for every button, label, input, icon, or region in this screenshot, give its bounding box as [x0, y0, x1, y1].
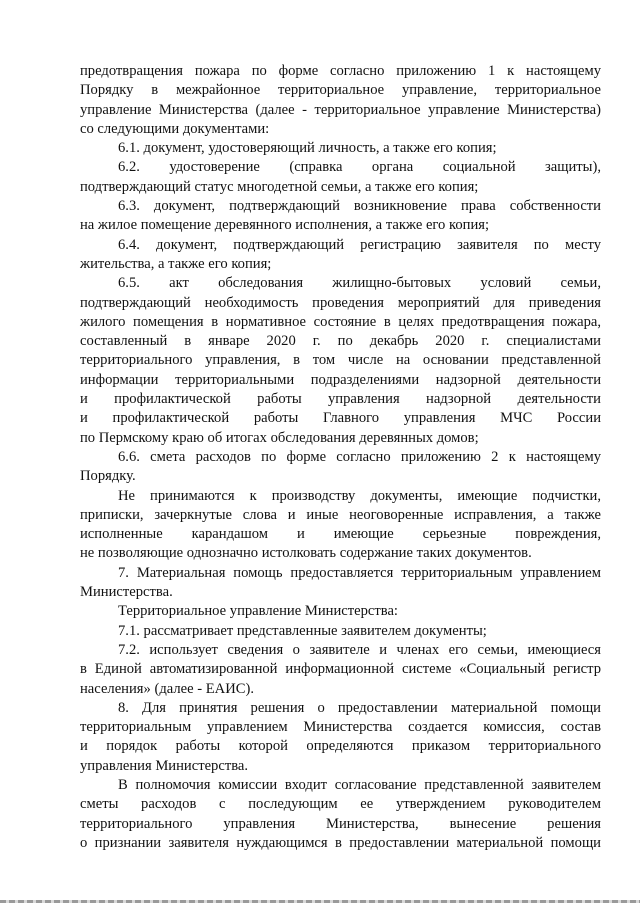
text-line: населения» (далее - ЕАИС). [80, 680, 254, 697]
text-line: 6.4. документ, подтверждающий регистрацию заявителя по месту [118, 236, 601, 253]
text-line: на жилое помещение деревянного исполнения, а также его копия; [80, 217, 490, 234]
document-page [80, 62, 601, 853]
text-line: В полномочия комиссии входит согласование представленной заявителем [118, 776, 601, 793]
text-line: Порядку в межрайонное территориальное управление, территориальное [80, 82, 601, 99]
text-line: и профилактической работы Главного управления МЧС России [80, 410, 601, 427]
text-line: жилого помещения в нормативное состояние в целях предотвращения пожара, [80, 313, 601, 330]
text-line: информации территориальными подразделениями надзорной деятельности [80, 371, 601, 388]
text-line: подтверждающий статус многодетной семьи, а также его копия; [80, 178, 479, 195]
text-line: Министерства. [80, 584, 173, 601]
text-line: 8. Для принятия решения о предоставлении материальной помощи [118, 699, 601, 716]
text-line: 7. Материальная помощь предоставляется территориальным управлением [118, 564, 601, 581]
text-line: Территориальное управление Министерства: [118, 603, 398, 620]
text-line: 7.1. рассматривает представленные заявителем документы; [118, 622, 487, 639]
text-line: о признании заявителя нуждающимся в предоставлении материальной помощи [80, 834, 601, 851]
text-line: 6.3. документ, подтверждающий возникновение права собственности [118, 198, 601, 215]
text-line: не позволяющие однозначно истолковать содержание таких документов. [80, 545, 532, 562]
text-line: составленный в январе 2020 г. по декабрь 2020 г. специалистами [80, 333, 601, 350]
text-line: 6.5. акт обследования жилищно-бытовых условий семьи, [118, 275, 601, 292]
text-line: управления Министерства. [80, 757, 249, 774]
text-line: жительства, а также его копия; [80, 255, 272, 272]
text-line: по Пермскому краю об итогах обследования деревянных домов; [80, 429, 479, 446]
text-line: и порядок работы которой определяются приказом территориального [80, 738, 601, 755]
text-line: сметы расходов с последующим ее утверждением руководителем [80, 796, 601, 813]
text-line: в Единой автоматизированной информационной системе «Социальный регистр [80, 661, 601, 678]
text-line: территориальным управлением Министерства создается комиссия, состав [80, 719, 601, 736]
text-line: Порядку. [80, 468, 136, 485]
text-line: территориального управления, в том числе на основании представленной [80, 352, 601, 369]
text-line: 6.2. удостоверение (справка органа социальной защиты), [118, 159, 601, 176]
text-line: 7.2. использует сведения о заявителе и членах его семьи, имеющиеся [118, 641, 601, 658]
text-line: исполненные карандашом и имеющие серьезные повреждения, [80, 526, 601, 543]
text-line: и профилактической работы управления надзорной деятельности [80, 391, 601, 408]
text-line: подтверждающий необходимость проведения мероприятий для приведения [80, 294, 601, 311]
text-line: 6.1. документ, удостоверяющий личность, а также его копия; [118, 140, 497, 157]
text-line: предотвращения пожара по форме согласно приложению 1 к настоящему [80, 63, 601, 79]
text-line: управление Министерства (далее - территориальное управление Министерства) [80, 101, 601, 118]
text-line: 6.6. смета расходов по форме согласно приложению 2 к настоящему [118, 448, 601, 465]
text-line: Не принимаются к производству документы, имеющие подчистки, [118, 487, 601, 504]
scan-edge-line [0, 900, 640, 903]
text-line: со следующими документами: [80, 120, 270, 137]
text-line: территориального управления Министерства, вынесение решения [80, 815, 601, 832]
text-line: приписки, зачеркнутые слова и иные неоговоренные исправления, а также [80, 506, 601, 523]
